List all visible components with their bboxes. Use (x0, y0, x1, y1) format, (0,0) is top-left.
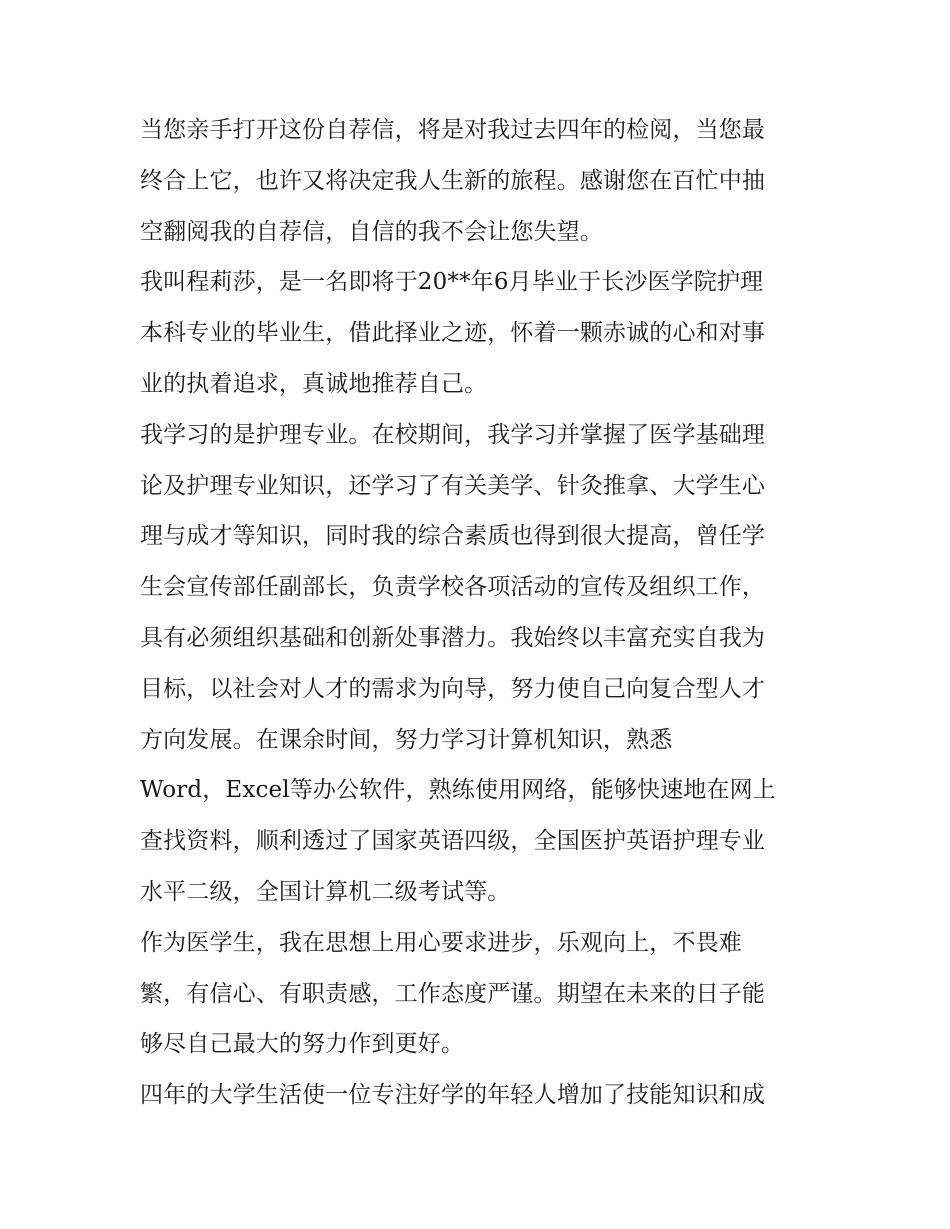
text-line: 四年的大学生活使一位专注好学的年轻人增加了技能知识和成 (140, 1082, 766, 1109)
text-line: 当您亲手打开这份自荐信，将是对我过去四年的检阅，当您最 (140, 117, 766, 143)
text-line: 空翻阅我的自荐信，自信的我不会让您失望。 (140, 218, 603, 245)
text-line: 业的执着追求，真诚地推荐自己。 (140, 370, 488, 397)
text-line: 我学习的是护理专业。在校期间，我学习并掌握了医学基础理 (140, 421, 766, 448)
text-line: 作为医学生，我在思想上用心要求进步，乐观向上，不畏难 (140, 929, 742, 956)
text-line: 理与成才等知识，同时我的综合素质也得到很大提高，曾任学 (140, 523, 766, 550)
text-line: 繁，有信心、有职责感，工作态度严谨。期望在未来的日子能 (140, 980, 766, 1007)
text-line: 具有必须组织基础和创新处事潜力。我始终以丰富充实自我为 (140, 624, 766, 651)
paragraph-college-life (140, 1070, 812, 1121)
text-line: Word，Excel等办公软件，熟练使用网络，能够快速地在网上 (140, 777, 776, 804)
text-line: 论及护理专业知识，还学习了有关美学、针灸推拿、大学生心 (140, 472, 766, 499)
paragraph-education (140, 410, 812, 918)
paragraph-intro (140, 105, 812, 257)
text-line: 够尽自己最大的努力作到更好。 (140, 1031, 465, 1058)
paragraph-self-introduction (140, 257, 812, 409)
paragraph-attitude (140, 918, 812, 1070)
document-body (140, 105, 812, 1121)
text-line: 方向发展。在课余时间，努力学习计算机知识，熟悉 (140, 726, 673, 753)
text-line: 生会宣传部任副部长，负责学校各项活动的宣传及组织工作， (140, 574, 766, 601)
text-line: 查找资料，顺利透过了国家英语四级，全国医护英语护理专业 (140, 828, 766, 855)
text-line: 本科专业的毕业生，借此择业之迹，怀着一颗赤诚的心和对事 (140, 320, 766, 347)
text-line: 我叫程莉莎，是一名即将于20**年6月毕业于长沙医学院护理 (140, 269, 764, 296)
text-line: 终合上它，也许又将决定我人生新的旅程。感谢您在百忙中抽 (140, 167, 766, 194)
text-line: 水平二级，全国计算机二级考试等。 (140, 878, 511, 905)
text-line: 目标，以社会对人才的需求为向导，努力使自己向复合型人才 (140, 675, 766, 702)
